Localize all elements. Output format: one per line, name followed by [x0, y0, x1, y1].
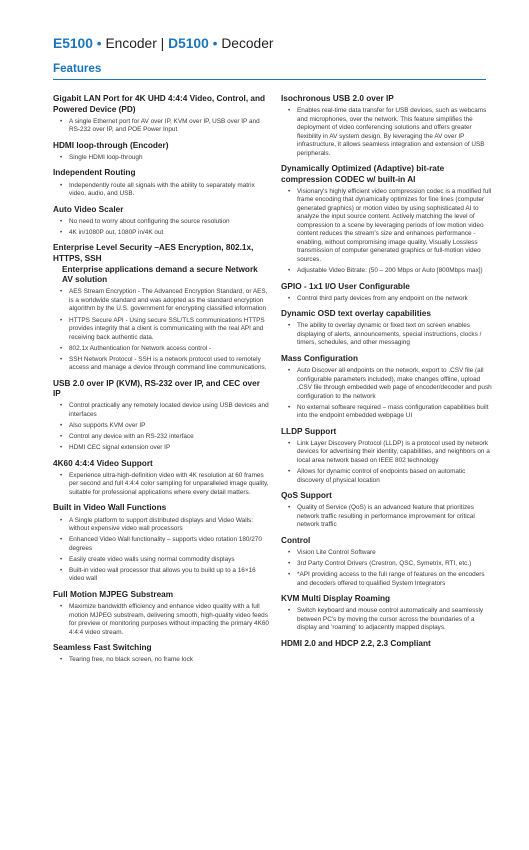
feature-item: • No need to worry about configuring the source resolution [53, 218, 269, 227]
feature-item: • 802.1x Authentication for Network access control - [53, 345, 269, 354]
title-bullet: • [96, 36, 102, 51]
section-heading: Isochronous USB 2.0 over IP [281, 94, 394, 103]
encoder-label: Encoder [105, 36, 157, 51]
title-bullet: • [212, 36, 218, 51]
feature-section [281, 164, 493, 275]
right-column [281, 94, 493, 655]
section-heading: GPIO - 1x1 I/O User Configurable [281, 281, 410, 291]
feature-item: • Control practically any remotely located device using USB devices and interfaces [53, 402, 269, 419]
feature-item: • HTTPS Secure API - Using secure SSL/TLS communications HTTPS provides integrity that a client is communicating with the real API and receiving back authentic data. [53, 317, 269, 343]
feature-section [281, 282, 493, 304]
feature-item: • Vision Lite Control Software [281, 549, 493, 558]
feature-item: • Link Layer Discovery Protocol (LLDP) is a protocol used by network devices for advertising their identity, capabilities, and neighbors on a local area network based on IEEE 802 technology [281, 440, 493, 466]
feature-item: • Also supports KVM over IP [53, 422, 269, 431]
feature-list [281, 440, 493, 485]
decoder-model: D5100 [168, 36, 209, 51]
feature-item: • HDMI CEC signal extension over IP [53, 444, 269, 453]
feature-list [53, 472, 269, 498]
page-title [53, 36, 273, 51]
section-heading: HDMI 2.0 and HDCP 2.2, 2.3 Compliant [281, 638, 431, 648]
feature-item: • AES Stream Encryption - The Advanced Encryption Standard, or AES, is a worldwide standard and was adopted as the standard encryption algorithm by the U.S. government for encrypting classified information [53, 288, 269, 314]
feature-section [281, 309, 493, 348]
feature-section [281, 94, 493, 158]
feature-section [281, 594, 493, 633]
feature-list [53, 218, 269, 238]
feature-item: • A Single platform to support distributed displays and Video Walls: without expensive video wall processors [53, 517, 269, 534]
feature-list [53, 402, 269, 452]
feature-item: • No external software required – mass configuration capabilities built into the endpoint embedded webpage UI [281, 404, 493, 421]
feature-section [53, 459, 269, 498]
feature-item: • Single HDMI loop-through [53, 154, 269, 163]
feature-item: • 4K in/1080P out, 1080P in/4K out [53, 229, 269, 238]
feature-item: • Maximize bandwidth efficiency and enhance video quality with a full motion MJPEG substream, delivering smooth, high-quality video feeds for preview or monitoring purposes without impacting the primary 4K60 4:4:4 video stream. [53, 603, 269, 637]
feature-item: • Easily create video walls using normal commodity displays [53, 556, 269, 565]
feature-section [281, 491, 493, 530]
feature-item: • Allows for dynamic control of endpoints based on automatic discovery of physical location [281, 468, 493, 485]
feature-list [53, 288, 269, 372]
section-heading: KVM Multi Display Roaming [281, 594, 391, 604]
feature-list [53, 517, 269, 584]
feature-item: • Quality of Service (QoS) is an advanced feature that prioritizes network traffic resulting in performance improvement for critical network traffic [281, 504, 493, 530]
section-heading: Enterprise Level Security –AES Encryption, 802.1x, HTTPS, SSH [53, 243, 254, 264]
section-heading: Seamless Fast Switching [53, 643, 152, 653]
feature-item: • 3rd Party Control Drivers (Crestron, QSC, Symetrix, RTI, etc.) [281, 560, 493, 569]
feature-item: • Control third party devices from any endpoint on the network [281, 295, 493, 304]
decoder-label: Decoder [221, 36, 274, 51]
feature-list [53, 118, 269, 135]
section-heading: Auto Video Scaler [53, 204, 124, 214]
feature-item: • SSH Network Protocol - SSH is a network protocol used to remotely access and manage a device through command line communications. [53, 356, 269, 373]
section-heading: QoS Support [281, 491, 332, 500]
feature-item: • Experience ultra-high-definition video with 4K resolution at 60 frames per second and full 4:4:4 color sampling for unparalleled image quality, suitable for professional applications where every detail matters. [53, 472, 269, 498]
feature-section [281, 354, 493, 421]
section-heading: Built in Video Wall Functions [53, 503, 167, 513]
feature-item: • Built-in video wall processor that allows you to build up to a 16×16 video wall [53, 567, 269, 584]
section-heading: Mass Configuration [281, 353, 359, 363]
feature-section [53, 141, 269, 163]
feature-list [281, 549, 493, 588]
feature-item: • Switch keyboard and mouse control automatically and seamlessly between PC's by moving the cursor across the boundaries of a display and 'roaming' to adjacently mapped displays. [281, 607, 493, 633]
feature-section [281, 536, 493, 588]
feature-section [53, 379, 269, 453]
section-heading: Independent Routing [53, 168, 136, 178]
feature-item: • Auto Discover all endpoints on the network, export to .CSV file (all configurable parameters included), make changes offline, upload .CSV file through embedded web page of encoder/decoder and push configuration to the network [281, 367, 493, 401]
feature-item: • Tearing free, no black screen, no frame lock [53, 656, 269, 665]
feature-list [53, 154, 269, 163]
section-subheading: Enterprise applications demand a secure Network AV solution [62, 264, 258, 285]
feature-section [53, 590, 269, 637]
section-heading: 4K60 4:4:4 Video Support [53, 458, 153, 468]
feature-list [53, 656, 269, 665]
section-heading: Dynamic OSD text overlay capabilities [281, 309, 431, 319]
feature-item: • Independently route all signals with the ability to separately matrix video, audio, and USB. [53, 182, 269, 199]
feature-section [53, 205, 269, 238]
feature-item: • A single Ethernet port for AV over IP, KVM over IP, USB over IP and RS-232 over IP, and POE Power Input [53, 118, 269, 135]
feature-section [281, 427, 493, 485]
feature-section [53, 168, 269, 198]
section-heading: Dynamically Optimized (Adaptive) bit-rate compression CODEC w/ built-in AI [281, 164, 445, 184]
feature-item: • Enhanced Video Wall functionality – supports video rotation 180/270 degrees [53, 536, 269, 553]
feature-item: • Adjustable Video Bitrate: (50 – 200 Mbps or Auto [800Mbps max]) [281, 267, 493, 276]
feature-item: • Enables real-time data transfer for USB devices, such as webcams and microphones, over the network. This feature simplifies the deployment of video conferencing solutions and offers greater flexibility in AV system design. By leveraging the AV over IP infrastructure, it allows seamless integration and extension of USB peripherals. [281, 107, 493, 158]
section-heading: Gigabit LAN Port for 4K UHD 4:4:4 Video, Control, and Powered Device (PD) [53, 94, 266, 114]
title-separator: | [160, 36, 165, 51]
feature-item: • The ability to overlay dynamic or fixed text on screen enables displaying of alerts, announcements, special instructions, clocks / timers, schedules, and other messaging [281, 322, 493, 348]
feature-list [53, 603, 269, 637]
feature-list [281, 295, 493, 304]
feature-section [53, 243, 269, 372]
feature-item: • Visionary's highly efficient video compression codec is a modified full frame encoding that dynamically optimizes for fine lines (computer generated graphics) or motion video by using sophisticated AI to analyze the input source content. Actively matching the level of compression to a scene by leveraging periods of low motion video content reduces the stream's size and enhances performance - enabling, without compromising image quality, Visually Lossless transmission of computer generated graphics or full-motion video sources. [281, 188, 493, 265]
encoder-model: E5100 [53, 36, 93, 51]
left-column [53, 94, 269, 671]
feature-section [53, 94, 269, 135]
feature-section [53, 643, 269, 665]
feature-list [281, 107, 493, 158]
feature-list [281, 607, 493, 633]
feature-item: • Control any device with an RS-232 interface [53, 433, 269, 442]
feature-list [281, 367, 493, 421]
feature-list [53, 182, 269, 199]
section-heading: LLDP Support [281, 426, 337, 436]
features-title: Features [53, 62, 102, 75]
feature-list [281, 322, 493, 348]
feature-list [281, 504, 493, 530]
feature-item: • *API providing access to the full range of features on the encoders and decoders offered to qualified System Integrators [281, 571, 493, 588]
feature-section [281, 639, 493, 650]
section-heading: USB 2.0 over IP (KVM), RS-232 over IP, and CEC over IP [53, 378, 260, 399]
section-heading: HDMI loop-through (Encoder) [53, 140, 169, 150]
feature-section [53, 503, 269, 583]
feature-list [281, 188, 493, 276]
header-divider [53, 79, 486, 80]
section-heading: Control [281, 535, 311, 545]
section-heading: Full Motion MJPEG Substream [53, 589, 174, 599]
